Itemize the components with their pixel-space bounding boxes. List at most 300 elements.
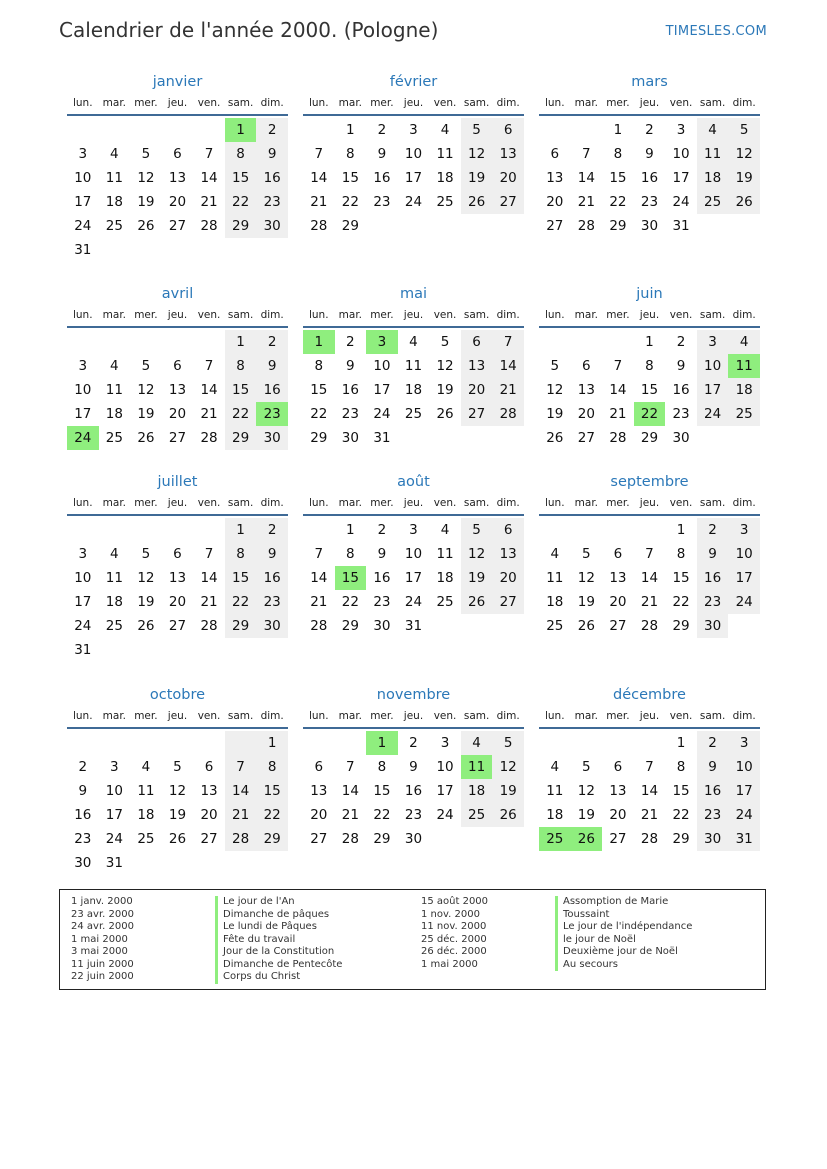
day-cell: 7 — [204, 546, 214, 562]
day-cell: 8 — [225, 142, 257, 166]
day-cell: 31 — [404, 618, 423, 634]
weekday-label: mer. — [370, 710, 394, 722]
empty-cell — [193, 851, 225, 875]
legend-date: 11 juin 2000 — [71, 958, 134, 970]
empty-cell — [728, 614, 760, 638]
day-cell: 5 — [461, 118, 493, 142]
day-cell: 13 — [168, 382, 187, 398]
empty-cell — [429, 827, 461, 851]
day-cell: 20 — [609, 807, 627, 823]
day-cell: 8 — [346, 146, 355, 162]
day-cell: 7 — [645, 546, 654, 562]
day-cell: 9 — [256, 542, 288, 566]
day-cell: 14 — [200, 382, 218, 398]
day-cell: 18 — [461, 779, 493, 803]
empty-cell — [256, 851, 288, 875]
month-11 — [539, 684, 760, 851]
weekday-label: lun. — [72, 97, 93, 109]
legend-holiday-name: Le jour de l'An — [215, 896, 342, 909]
day-cell: 20 — [168, 406, 187, 422]
day-cell: 7 — [314, 146, 324, 162]
day-cell: 19 — [728, 166, 760, 190]
day-cell: 21 — [200, 406, 218, 422]
legend-holiday-name: Corps du Christ — [215, 971, 342, 984]
day-cell: 22 — [225, 590, 257, 614]
day-cell: 29 — [341, 218, 359, 234]
day-cell: 10 — [436, 759, 454, 775]
day-cell: 21 — [200, 194, 218, 210]
weekday-label: sam. — [463, 97, 490, 109]
day-cell: 16 — [697, 779, 729, 803]
day-cell: 5 — [440, 334, 450, 350]
month-name: juin — [636, 286, 663, 302]
empty-cell — [99, 638, 131, 662]
weekday-label: mar. — [102, 309, 127, 321]
weekday-label: jeu. — [403, 497, 424, 509]
day-cell: 30 — [256, 614, 288, 638]
weekday-label: ven. — [197, 497, 221, 509]
day-cell: 1 — [676, 522, 686, 538]
day-cell: 25 — [105, 430, 123, 446]
day-cell: 1 — [225, 330, 257, 354]
empty-cell — [728, 214, 760, 238]
day-cell: 16 — [256, 166, 288, 190]
day-cell: 19 — [137, 594, 155, 610]
day-cell: 12 — [137, 170, 155, 186]
day-cell: 8 — [676, 759, 686, 775]
empty-cell — [303, 518, 335, 542]
day-cell: 15 — [609, 170, 627, 186]
day-cell: 16 — [697, 566, 729, 590]
day-cell: 6 — [492, 518, 524, 542]
day-cell: 26 — [137, 618, 155, 634]
day-cell: 26 — [546, 430, 564, 446]
day-cell: 9 — [697, 542, 729, 566]
day-cell: 31 — [672, 218, 690, 234]
day-cell: 16 — [74, 807, 92, 823]
day-cell: 2 — [697, 731, 729, 755]
empty-cell — [193, 638, 225, 662]
day-cell: 12 — [546, 382, 564, 398]
day-cell: 5 — [582, 546, 591, 562]
holiday-day-cell: 24 — [67, 426, 99, 450]
day-cell: 28 — [225, 827, 257, 851]
day-cell: 22 — [256, 803, 288, 827]
day-cell: 14 — [310, 170, 328, 186]
empty-cell — [539, 118, 571, 142]
day-cell: 5 — [582, 759, 591, 775]
day-cell: 15 — [225, 378, 257, 402]
day-cell: 8 — [256, 755, 288, 779]
day-cell: 12 — [577, 570, 595, 586]
day-cell: 30 — [373, 618, 391, 634]
weekday-label: sam. — [463, 497, 490, 509]
weekday-label: sam. — [699, 309, 726, 321]
weekday-label: sam. — [227, 309, 254, 321]
day-cell: 25 — [728, 402, 760, 426]
day-cell: 13 — [168, 570, 187, 586]
day-cell: 10 — [728, 755, 760, 779]
day-cell: 20 — [200, 807, 218, 823]
day-cell: 30 — [341, 430, 359, 446]
day-cell: 22 — [672, 807, 690, 823]
legend-names-right — [555, 896, 692, 971]
empty-cell — [256, 238, 288, 262]
empty-cell — [492, 426, 524, 450]
day-cell: 8 — [377, 759, 387, 775]
day-cell: 29 — [609, 218, 627, 234]
day-cell: 6 — [461, 330, 493, 354]
day-cell: 31 — [74, 242, 92, 258]
day-cell: 29 — [225, 426, 257, 450]
month-2 — [539, 71, 760, 238]
empty-cell — [99, 731, 131, 755]
day-cell: 28 — [609, 430, 627, 446]
empty-cell — [539, 518, 571, 542]
day-cell: 23 — [672, 406, 690, 422]
day-cell: 15 — [672, 783, 690, 799]
day-grid — [67, 118, 288, 262]
day-cell: 1 — [225, 518, 257, 542]
day-cell: 28 — [310, 618, 328, 634]
day-cell: 27 — [310, 831, 328, 847]
weekday-header — [539, 706, 760, 729]
day-cell: 3 — [110, 759, 119, 775]
weekday-label: mar. — [338, 97, 363, 109]
weekday-label: dim. — [496, 97, 520, 109]
weekday-label: dim. — [260, 710, 284, 722]
day-cell: 13 — [492, 542, 524, 566]
empty-cell — [162, 638, 194, 662]
day-cell: 17 — [404, 570, 423, 586]
weekday-header — [67, 93, 288, 116]
day-cell: 7 — [204, 146, 214, 162]
day-cell: 14 — [310, 570, 328, 586]
day-cell: 2 — [377, 122, 387, 138]
day-cell: 7 — [314, 546, 324, 562]
day-cell: 16 — [640, 170, 659, 186]
day-cell: 23 — [404, 807, 423, 823]
weekday-label: jeu. — [639, 309, 660, 321]
day-cell: 26 — [168, 831, 187, 847]
weekday-label: mar. — [338, 497, 363, 509]
day-cell: 4 — [440, 122, 450, 138]
day-cell: 20 — [492, 566, 524, 590]
day-cell: 27 — [200, 831, 218, 847]
weekday-label: sam. — [699, 710, 726, 722]
day-cell: 11 — [697, 142, 729, 166]
weekday-label: lun. — [308, 309, 329, 321]
weekday-label: sam. — [699, 97, 726, 109]
day-cell: 17 — [672, 170, 690, 186]
empty-cell — [130, 638, 162, 662]
day-cell: 11 — [105, 382, 123, 398]
empty-cell — [225, 731, 257, 755]
day-cell: 11 — [137, 783, 155, 799]
weekday-label: mer. — [606, 97, 630, 109]
legend-holiday-name: Le jour de l'indépendance — [555, 921, 692, 934]
day-cell: 4 — [550, 546, 560, 562]
day-cell: 3 — [409, 522, 418, 538]
day-cell: 6 — [550, 146, 560, 162]
day-cell: 16 — [672, 382, 690, 398]
legend-holiday-name: Dimanche de pâques — [215, 909, 342, 922]
empty-cell — [162, 518, 194, 542]
day-cell: 15 — [672, 570, 690, 586]
empty-cell — [256, 638, 288, 662]
weekday-label: lun. — [72, 309, 93, 321]
day-cell: 25 — [137, 831, 155, 847]
day-cell: 13 — [310, 783, 328, 799]
weekday-label: jeu. — [639, 97, 660, 109]
day-cell: 24 — [404, 194, 423, 210]
day-cell: 30 — [697, 614, 729, 638]
day-cell: 13 — [200, 783, 218, 799]
day-cell: 30 — [404, 831, 423, 847]
weekday-label: sam. — [463, 309, 490, 321]
day-cell: 21 — [310, 194, 328, 210]
empty-cell — [492, 614, 524, 638]
empty-cell — [99, 330, 131, 354]
month-name: avril — [161, 286, 194, 302]
day-cell: 21 — [225, 803, 257, 827]
empty-cell — [303, 731, 335, 755]
day-cell: 3 — [697, 330, 729, 354]
day-cell: 12 — [137, 382, 155, 398]
day-cell: 14 — [609, 382, 627, 398]
day-cell: 14 — [200, 170, 218, 186]
weekday-label: ven. — [197, 710, 221, 722]
weekday-label: lun. — [308, 497, 329, 509]
day-cell: 4 — [141, 759, 151, 775]
month-name: juillet — [157, 474, 198, 490]
brand-link[interactable]: TIMESLES.COM — [665, 24, 767, 39]
day-cell: 27 — [168, 430, 187, 446]
day-cell: 20 — [492, 166, 524, 190]
day-cell: 15 — [225, 166, 257, 190]
day-cell: 31 — [373, 430, 391, 446]
day-cell: 25 — [404, 406, 423, 422]
weekday-label: lun. — [72, 710, 93, 722]
weekday-header — [539, 305, 760, 328]
day-cell: 25 — [436, 594, 454, 610]
empty-cell — [634, 731, 666, 755]
day-cell: 17 — [74, 194, 92, 210]
day-cell: 5 — [728, 118, 760, 142]
day-cell: 6 — [173, 146, 182, 162]
day-cell: 29 — [640, 430, 659, 446]
empty-cell — [162, 851, 194, 875]
day-cell: 27 — [609, 831, 627, 847]
day-cell: 14 — [492, 354, 524, 378]
month-name: novembre — [376, 687, 451, 703]
month-7 — [303, 471, 524, 638]
day-cell: 19 — [461, 566, 493, 590]
empty-cell — [193, 731, 225, 755]
day-cell: 27 — [492, 590, 524, 614]
legend-date: 1 mai 2000 — [421, 958, 478, 970]
holiday-day-cell: 25 — [539, 827, 571, 851]
weekday-label: mer. — [134, 309, 158, 321]
day-cell: 12 — [461, 142, 493, 166]
day-cell: 21 — [609, 406, 627, 422]
holiday-day-cell: 26 — [571, 827, 603, 851]
weekday-label: jeu. — [403, 710, 424, 722]
legend-names-left — [215, 896, 342, 984]
day-cell: 22 — [225, 190, 257, 214]
empty-cell — [67, 731, 99, 755]
legend-holiday-name: Jour de la Constitution — [215, 946, 342, 959]
day-cell: 30 — [697, 827, 729, 851]
day-cell: 14 — [640, 783, 659, 799]
day-cell: 10 — [74, 382, 92, 398]
day-cell: 10 — [105, 783, 123, 799]
weekday-label: sam. — [227, 710, 254, 722]
day-cell: 28 — [200, 218, 218, 234]
weekday-label: mar. — [338, 309, 363, 321]
weekday-label: mer. — [134, 710, 158, 722]
day-cell: 12 — [461, 542, 493, 566]
day-cell: 7 — [613, 358, 623, 374]
day-cell: 18 — [436, 570, 454, 586]
weekday-label: jeu. — [403, 309, 424, 321]
day-cell: 16 — [373, 570, 391, 586]
weekday-label: mar. — [338, 710, 363, 722]
empty-cell — [539, 731, 571, 755]
day-cell: 27 — [609, 618, 627, 634]
day-cell: 22 — [609, 194, 627, 210]
empty-cell — [461, 614, 493, 638]
day-cell: 8 — [346, 546, 355, 562]
day-cell: 25 — [546, 618, 564, 634]
day-cell: 28 — [640, 618, 659, 634]
day-cell: 11 — [436, 146, 454, 162]
day-cell: 1 — [256, 731, 288, 755]
day-cell: 2 — [256, 118, 288, 142]
day-cell: 3 — [78, 146, 88, 162]
day-cell: 20 — [310, 807, 328, 823]
day-cell: 3 — [409, 122, 418, 138]
day-cell: 6 — [582, 358, 591, 374]
day-cell: 6 — [204, 759, 214, 775]
weekday-label: dim. — [732, 97, 756, 109]
day-cell: 7 — [204, 358, 214, 374]
day-cell: 4 — [110, 546, 119, 562]
legend-date: 3 mai 2000 — [71, 946, 128, 957]
empty-cell — [461, 426, 493, 450]
day-cell: 29 — [672, 618, 690, 634]
weekday-label: ven. — [197, 97, 221, 109]
day-cell: 26 — [461, 190, 493, 214]
weekday-label: lun. — [544, 497, 565, 509]
day-cell: 18 — [105, 194, 123, 210]
month-name: mars — [631, 74, 668, 90]
day-cell: 28 — [200, 618, 218, 634]
day-cell: 22 — [341, 194, 359, 210]
day-cell: 17 — [436, 783, 454, 799]
day-cell: 7 — [346, 759, 355, 775]
day-cell: 4 — [409, 334, 418, 350]
weekday-label: mar. — [574, 97, 599, 109]
day-cell: 6 — [492, 118, 524, 142]
weekday-label: lun. — [308, 97, 329, 109]
empty-cell — [571, 518, 603, 542]
day-cell: 9 — [377, 146, 387, 162]
day-cell: 11 — [436, 546, 454, 562]
month-name: septembre — [610, 474, 689, 490]
day-cell: 3 — [728, 518, 760, 542]
weekday-label: dim. — [732, 309, 756, 321]
day-cell: 18 — [697, 166, 729, 190]
empty-cell — [728, 426, 760, 450]
day-cell: 24 — [672, 194, 690, 210]
month-8 — [539, 471, 760, 638]
day-cell: 18 — [404, 382, 423, 398]
day-cell: 28 — [310, 218, 328, 234]
day-cell: 9 — [256, 142, 288, 166]
day-cell: 25 — [105, 218, 123, 234]
empty-cell — [429, 214, 461, 238]
day-cell: 29 — [373, 831, 391, 847]
day-cell: 28 — [640, 831, 659, 847]
day-cell: 21 — [341, 807, 359, 823]
legend-dates-right — [421, 896, 488, 971]
day-cell: 21 — [310, 594, 328, 610]
day-cell: 2 — [78, 759, 88, 775]
day-cell: 19 — [492, 779, 524, 803]
empty-cell — [697, 426, 729, 450]
day-grid — [67, 330, 288, 450]
day-cell: 27 — [546, 218, 564, 234]
day-cell: 16 — [341, 382, 359, 398]
day-cell: 3 — [78, 358, 88, 374]
day-cell: 24 — [74, 618, 92, 634]
empty-cell — [193, 518, 225, 542]
weekday-label: ven. — [669, 497, 693, 509]
holiday-day-cell: 3 — [366, 330, 398, 354]
day-cell: 12 — [728, 142, 760, 166]
weekday-label: sam. — [463, 710, 490, 722]
day-grid — [303, 330, 524, 450]
day-cell: 27 — [168, 618, 187, 634]
day-cell: 28 — [200, 430, 218, 446]
day-cell: 26 — [728, 190, 760, 214]
day-cell: 29 — [256, 827, 288, 851]
day-cell: 30 — [640, 218, 659, 234]
day-cell: 29 — [225, 614, 257, 638]
holiday-day-cell: 11 — [728, 354, 760, 378]
day-cell: 6 — [314, 759, 324, 775]
day-cell: 10 — [74, 170, 92, 186]
weekday-label: ven. — [669, 309, 693, 321]
day-cell: 10 — [404, 546, 423, 562]
day-cell: 28 — [577, 218, 595, 234]
day-cell: 23 — [697, 803, 729, 827]
day-cell: 17 — [728, 779, 760, 803]
day-cell: 19 — [546, 406, 564, 422]
day-cell: 21 — [640, 807, 659, 823]
day-cell: 18 — [546, 594, 564, 610]
page-title: Calendrier de l'année 2000. (Pologne) — [59, 18, 439, 42]
day-cell: 18 — [546, 807, 564, 823]
weekday-label: lun. — [544, 309, 565, 321]
day-cell: 1 — [676, 735, 686, 751]
empty-cell — [130, 238, 162, 262]
legend-date: 26 déc. 2000 — [421, 946, 487, 957]
weekday-label: mar. — [102, 710, 127, 722]
month-3 — [67, 283, 288, 450]
day-cell: 4 — [461, 731, 493, 755]
